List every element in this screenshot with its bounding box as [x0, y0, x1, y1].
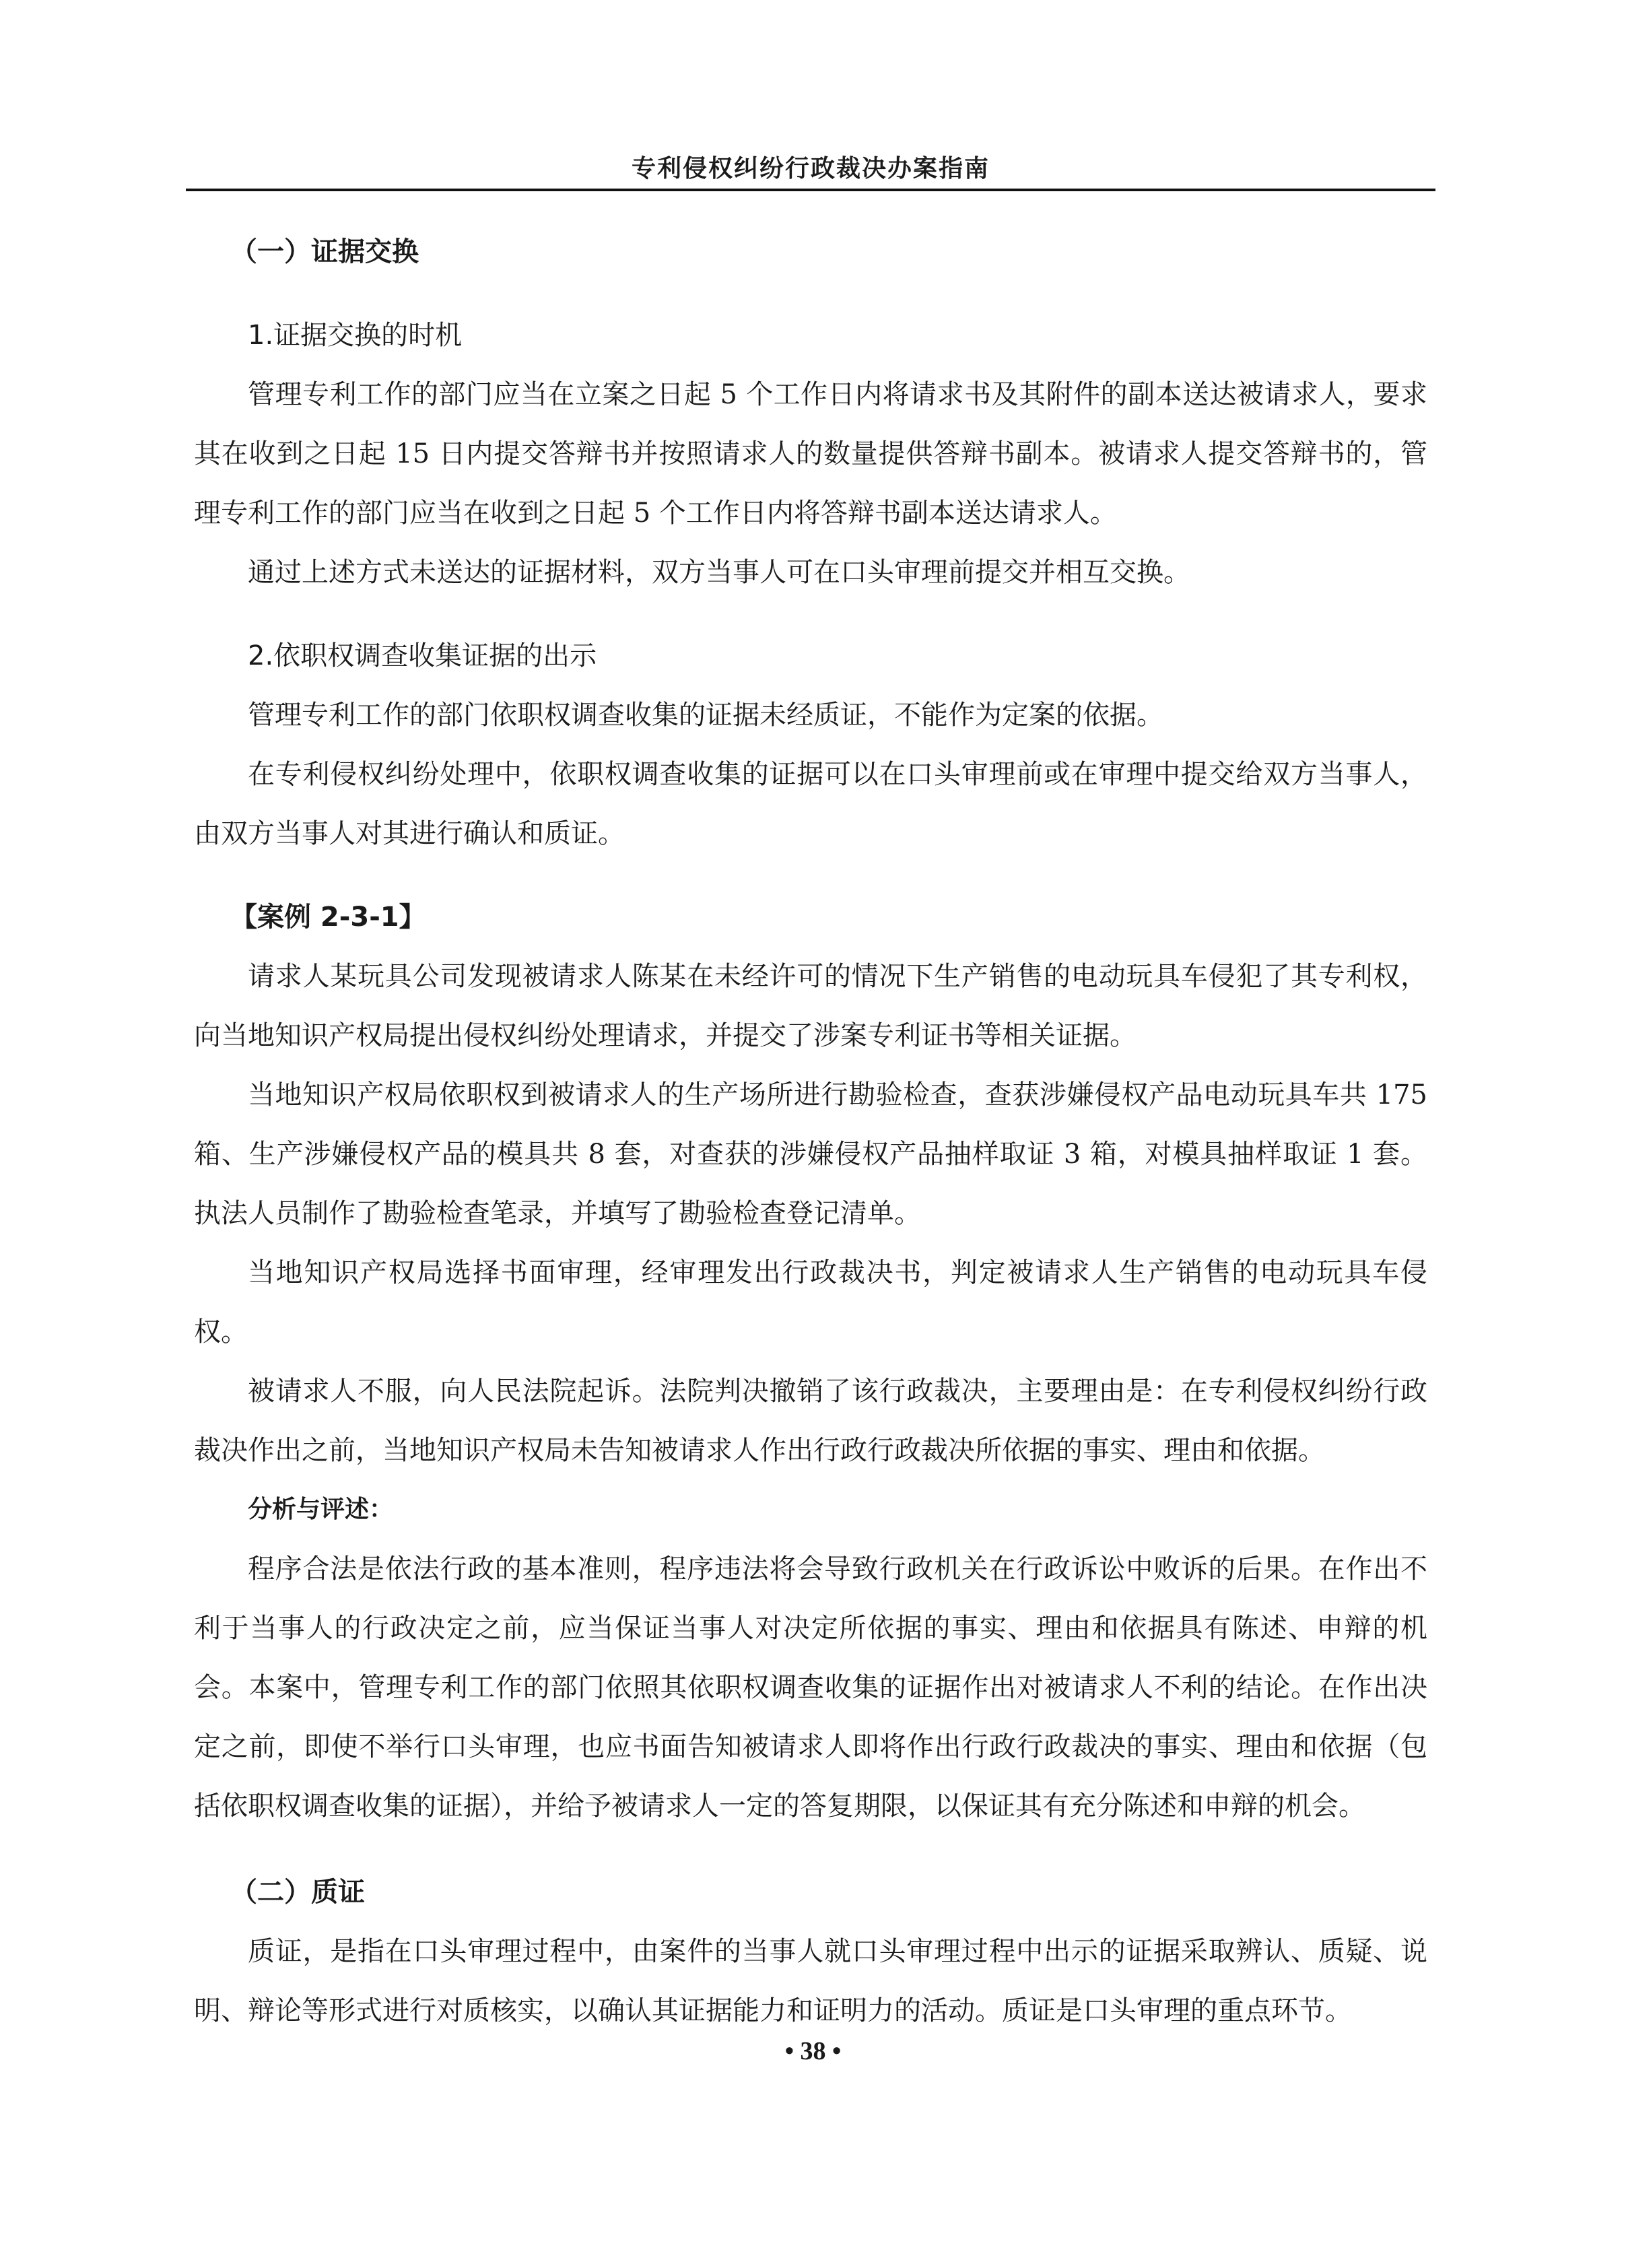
paragraph: 管理专利工作的部门依职权调查收集的证据未经质证，不能作为定案的依据。 [248, 700, 1163, 731]
case-paragraph: 当地知识产权局选择书面审理，经审理发出行政裁决书，判定被请求人生产销售的电动玩具车侵权。 [194, 1257, 1427, 1347]
paragraph: 通过上述方式未送达的证据材料，双方当事人可在口头审理前提交并相互交换。 [248, 557, 1190, 588]
subheading-exchange-timing: 1.证据交换的时机 [248, 320, 463, 351]
running-header-title: 专利侵权纠纷行政裁决办案指南 [631, 155, 990, 182]
section-heading-cross-examination: （二）质证 [230, 1877, 365, 1908]
page-body [194, 222, 1427, 2040]
case-paragraph: 当地知识产权局依职权到被请求人的生产场所进行勘验检查，查获涉嫌侵权产品电动玩具车共 175 箱、生产涉嫌侵权产品的模具共 8 套，对查获的涉嫌侵权产品抽样取证 3 箱，对模具抽样取证 1 套。执法人员制作了勘验检查笔录，并填写了勘验检查登记清单。 [194, 1079, 1427, 1229]
header-rule [186, 189, 1435, 191]
case-title: 【案例 2-3-1】 [230, 902, 426, 933]
paragraph: 在专利侵权纠纷处理中，依职权调查收集的证据可以在口头审理前或在审理中提交给双方当事人，由双方当事人对其进行确认和质证。 [194, 759, 1427, 849]
case-paragraph: 被请求人不服，向人民法院起诉。法院判决撤销了该行政裁决，主要理由是：在专利侵权纠纷行政裁决作出之前，当地知识产权局未告知被请求人作出行政行政裁决所依据的事实、理由和依据。 [194, 1376, 1427, 1466]
paragraph: 质证，是指在口头审理过程中，由案件的当事人就口头审理过程中出示的证据采取辨认、质疑、说明、辩论等形式进行对质核实，以确认其证据能力和证明力的活动。质证是口头审理的重点环节。 [194, 1936, 1427, 2026]
case-paragraph: 请求人某玩具公司发现被请求人陈某在未经许可的情况下生产销售的电动玩具车侵犯了其专利权，向当地知识产权局提出侵权纠纷处理请求，并提交了涉案专利证书等相关证据。 [194, 961, 1427, 1051]
subheading-ex-officio-evidence: 2.依职权调查收集证据的出示 [248, 640, 597, 671]
section-heading-evidence-exchange: （一）证据交换 [230, 236, 419, 267]
analysis-label: 分析与评述： [248, 1496, 394, 1523]
paragraph: 管理专利工作的部门应当在立案之日起 5 个工作日内将请求书及其附件的副本送达被请求人，要求其在收到之日起 15 日内提交答辩书并按照请求人的数量提供答辩书副本。被请求人提交答辩书的，管理专利工作的部门应当在收到之日起 5 个工作日内将答辩书副本送达请求人。 [194, 379, 1427, 529]
analysis-paragraph: 程序合法是依法行政的基本准则，程序违法将会导致行政机关在行政诉讼中败诉的后果。在作出不利于当事人的行政决定之前，应当保证当事人对决定所依据的事实、理由和依据具有陈述、申辩的机会。本案中，管理专利工作的部门依照其依职权调查收集的证据作出对被请求人不利的结论。在作出决定之前，即使不举行口头审理，也应书面告知被请求人即将作出行政行政裁决的事实、理由和依据（包括依职权调查收集的证据），并给予被请求人一定的答复期限，以保证其有充分陈述和申辩的机会。 [194, 1554, 1427, 1822]
page-number: • 38 • [784, 2037, 842, 2065]
